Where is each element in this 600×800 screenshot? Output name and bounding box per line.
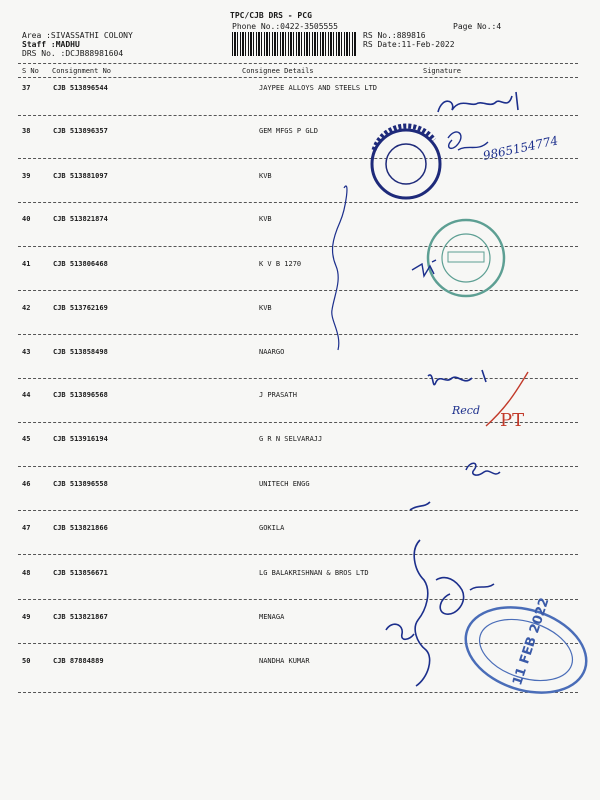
divider: [18, 466, 578, 467]
row-consignment: CJB 513762169: [53, 304, 108, 312]
row-consignment: CJB 513821874: [53, 215, 108, 223]
row-consignee: GOKILA: [259, 524, 285, 532]
row-consignment: CJB 87884889: [53, 657, 104, 665]
divider: [18, 158, 578, 159]
area-field: Area :SIVASSATHI COLONY: [22, 31, 133, 40]
row-consignee: KVB: [259, 304, 272, 312]
row-consignment: CJB 513806468: [53, 260, 108, 268]
divider: [18, 63, 578, 64]
row-consignee: UNITECH ENGG: [259, 480, 310, 488]
row-sno: 49: [22, 613, 31, 621]
row-consignee: KVB: [259, 172, 272, 180]
table-row: [0, 348, 600, 360]
divider: [18, 77, 578, 78]
staff-field: Staff :MADHU: [22, 40, 80, 49]
row-consignee: NAARGO: [259, 348, 285, 356]
row-consignment: CJB 513896558: [53, 480, 108, 488]
divider: [18, 378, 578, 379]
branch-stamp: [428, 220, 504, 296]
table-row: [0, 613, 600, 625]
row-consignee: K V B 1270: [259, 260, 302, 268]
handwritten-received: Recd: [452, 404, 480, 417]
table-row: [0, 524, 600, 536]
column-header-signature: Signature: [423, 67, 461, 75]
divider: [18, 422, 578, 423]
row-consignee: LG BALAKRISHNAN & BROS LTD: [259, 569, 369, 577]
table-row: [0, 84, 600, 96]
row-consignment: CJB 513858498: [53, 348, 108, 356]
divider: [18, 692, 578, 693]
row-sno: 46: [22, 480, 31, 488]
row-consignment: CJB 513896568: [53, 391, 108, 399]
row-sno: 39: [22, 172, 31, 180]
divider: [18, 115, 578, 116]
row-consignee: J PRASATH: [259, 391, 297, 399]
table-row: [0, 569, 600, 581]
row-sno: 37: [22, 84, 31, 92]
column-header-sno: S No: [22, 67, 39, 75]
row-sno: 44: [22, 391, 31, 399]
column-header-consignment: Consignment No: [52, 67, 112, 75]
table-row: [0, 172, 600, 184]
sheet-title: TPC/CJB DRS - PCG: [230, 11, 312, 20]
divider: [18, 290, 578, 291]
row-sno: 40: [22, 215, 31, 223]
handwritten-phone: 9865154774: [481, 133, 560, 163]
signature-scribble: [466, 463, 500, 475]
table-row: [0, 304, 600, 316]
rs-number: RS No.:889816: [363, 31, 426, 40]
divider: [18, 246, 578, 247]
row-consignment: CJB 513916194: [53, 435, 108, 443]
row-consignment: CJB 513896544: [53, 84, 108, 92]
divider: [18, 510, 578, 511]
handwritten-pt: PT: [500, 410, 525, 431]
drs-number: DRS No. :DCJB88981604: [22, 49, 124, 58]
row-sno: 48: [22, 569, 31, 577]
row-consignment: CJB 513896357: [53, 127, 108, 135]
divider: [18, 202, 578, 203]
table-row: [0, 435, 600, 447]
row-sno: 38: [22, 127, 31, 135]
barcode: [232, 32, 356, 56]
table-row: [0, 127, 600, 139]
table-row: [0, 391, 600, 403]
row-sno: 42: [22, 304, 31, 312]
row-consignment: CJB 513821866: [53, 524, 108, 532]
divider: [18, 599, 578, 600]
phone-number: Phone No.:0422-3505555: [232, 22, 338, 31]
column-header-consignee: Consignee Details: [242, 67, 314, 75]
row-consignee: KVB: [259, 215, 272, 223]
row-consignee: G R N SELVARAJJ: [259, 435, 323, 443]
row-consignment: CJB 513821867: [53, 613, 108, 621]
divider: [18, 643, 578, 644]
row-consignee: GEM MFGS P GLD: [259, 127, 319, 135]
table-row: [0, 260, 600, 272]
table-row: [0, 480, 600, 492]
table-row: [0, 657, 600, 669]
row-consignee: MENAGA: [259, 613, 285, 621]
page-number: Page No.:4: [453, 22, 502, 31]
row-sno: 47: [22, 524, 31, 532]
row-consignment: CJB 513881097: [53, 172, 108, 180]
row-sno: 41: [22, 260, 31, 268]
row-sno: 43: [22, 348, 31, 356]
row-sno: 45: [22, 435, 31, 443]
row-consignment: CJB 513856671: [53, 569, 108, 577]
divider: [18, 334, 578, 335]
rs-date: RS Date:11-Feb-2022: [363, 40, 455, 49]
row-consignee: JAYPEE ALLOYS AND STEELS LTD: [259, 84, 378, 92]
row-sno: 50: [22, 657, 31, 665]
divider: [18, 554, 578, 555]
row-consignee: NANDHA KUMAR: [259, 657, 310, 665]
stamp-date: 11 FEB 2022: [510, 596, 553, 688]
table-row: [0, 215, 600, 227]
